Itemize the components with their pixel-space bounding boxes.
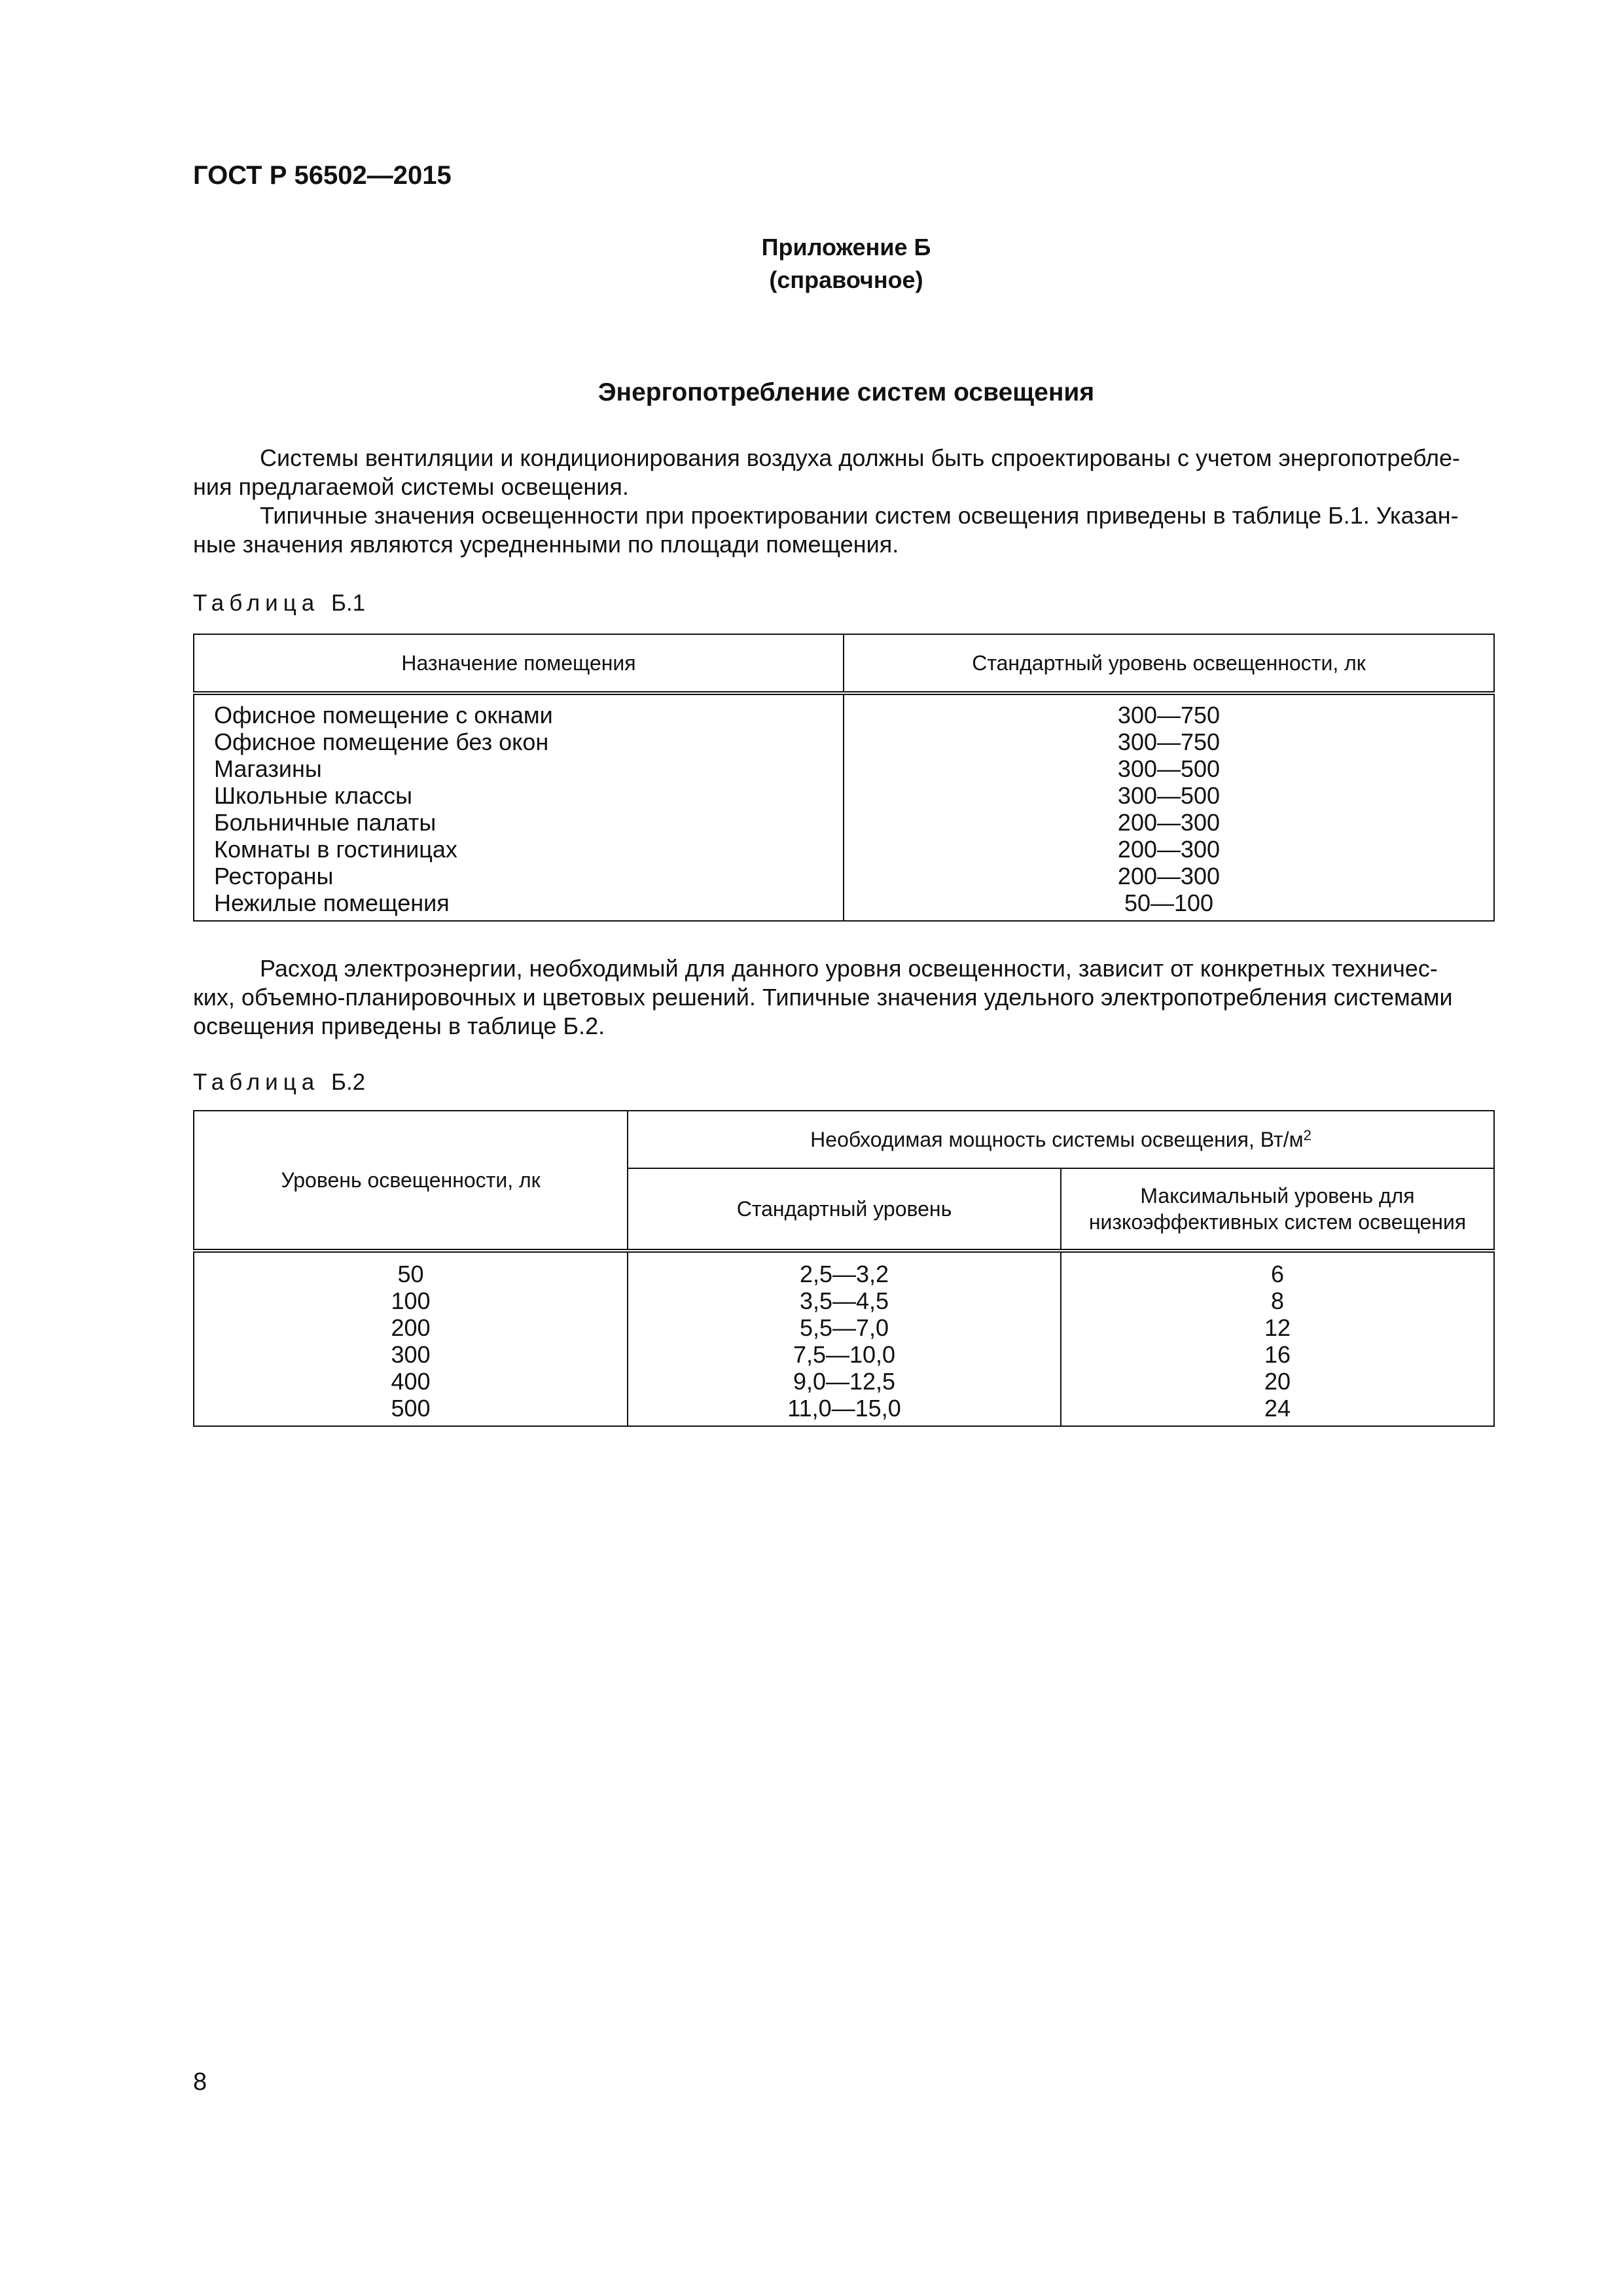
room-purpose: Комнаты в гостиницах [214,836,457,863]
standard-power-value: 3,5—4,5 [799,1287,889,1314]
column-header-room-purpose: Назначение помещения [194,634,844,693]
maximum-power-value: 24 [1264,1395,1291,1422]
column-header-required-power [628,1111,1494,1168]
table-caption-number: Б.1 [330,590,366,616]
room-purpose: Школьные классы [214,782,412,809]
table-caption-word: Таблица [193,1069,320,1095]
illuminance-value: 300—500 [1117,755,1221,782]
illuminance-level-cell [194,1251,628,1426]
paragraph-line: ные значения являются усредненными по площади помещения. [193,531,899,558]
table2-caption [193,1069,365,1096]
room-purpose: Офисное помещение без окон [214,728,549,755]
room-purpose: Больничные палаты [214,809,437,836]
document-code: ГОСТ Р 56502—2015 [193,161,452,190]
level-value: 50 [397,1261,424,1287]
annex-subtitle: (справочное) [769,266,923,293]
maximum-power-value: 16 [1264,1341,1291,1368]
illuminance-cell [844,693,1494,921]
maximum-power-value: 20 [1264,1368,1291,1395]
illuminance-value: 300—750 [1117,702,1221,728]
paragraph-line: ких, объемно-планировочных и цветовых решений. Типичные значения удельного электропотребления системами [193,984,1453,1011]
table1-caption [193,590,365,617]
maximum-power-value: 12 [1264,1314,1291,1341]
table-header-row [194,634,1494,693]
table-caption-number: Б.2 [330,1069,366,1095]
maximum-power-value: 6 [1270,1261,1285,1287]
maximum-power-value: 8 [1270,1287,1285,1314]
paragraph-line: ния предлагаемой системы освещения. [193,473,629,500]
illuminance-value: 200—300 [1117,809,1221,836]
illuminance-value: 300—500 [1117,782,1221,809]
column-header-maximum-level [1061,1168,1494,1251]
room-purpose: Нежилые помещения [214,889,450,916]
level-value: 100 [391,1287,431,1314]
level-value: 500 [391,1395,431,1422]
table-body-row [194,693,1494,921]
room-purpose-cell [194,693,844,921]
annex-title: Приложение Б [761,234,931,260]
page-number: 8 [193,2068,207,2096]
paragraph-line: Системы вентиляции и кондиционирования воздуха должны быть спроектированы с учетом энергопотребле- [260,444,1461,471]
header-line: Максимальный уровень для [1140,1184,1415,1208]
header-line: низкоэффективных систем освещения [1088,1210,1467,1234]
room-purpose: Магазины [214,755,322,782]
table-body-row [194,1251,1494,1426]
section-title: Энергопотребление систем освещения [597,378,1095,406]
column-header-illuminance: Стандартный уровень освещенности, лк [844,634,1494,693]
required-power-label: Необходимая мощность системы освещения, Вт/м [810,1128,1304,1151]
illuminance-value: 300—750 [1117,728,1221,755]
paragraph-2 [193,501,1502,559]
superscript: 2 [1303,1127,1311,1143]
standard-power-cell [628,1251,1061,1426]
standard-power-value: 5,5—7,0 [799,1314,889,1341]
level-value: 300 [391,1341,431,1368]
table-illuminance-levels [193,634,1495,922]
room-purpose: Офисное помещение с окнами [214,702,553,728]
maximum-power-cell [1061,1251,1494,1426]
illuminance-value: 200—300 [1117,863,1221,889]
standard-power-value: 9,0—12,5 [793,1368,896,1395]
table-lighting-power [193,1110,1495,1427]
standard-power-value: 7,5—10,0 [793,1341,896,1368]
level-value: 200 [391,1314,431,1341]
paragraph-line: Типичные значения освещенности при проектировании систем освещения приведены в таблице Б.1. Указан- [260,502,1459,529]
table-caption-word: Таблица [193,590,320,616]
level-value: 400 [391,1368,431,1395]
table-header-row [194,1111,1494,1168]
illuminance-value: 200—300 [1117,836,1221,863]
illuminance-value: 50—100 [1124,889,1214,916]
standard-power-value: 2,5—3,2 [799,1261,889,1287]
paragraph-3 [193,954,1502,1041]
paragraph-1 [193,444,1502,501]
standard-power-value: 11,0—15,0 [787,1395,901,1422]
column-header-illuminance-level: Уровень освещенности, лк [194,1111,628,1251]
column-header-standard-level: Стандартный уровень [628,1168,1061,1251]
paragraph-line: Расход электроэнергии, необходимый для данного уровня освещенности, зависит от конкретных техничес- [260,955,1438,982]
paragraph-line: освещения приведены в таблице Б.2. [193,1013,605,1039]
room-purpose: Рестораны [214,863,334,889]
